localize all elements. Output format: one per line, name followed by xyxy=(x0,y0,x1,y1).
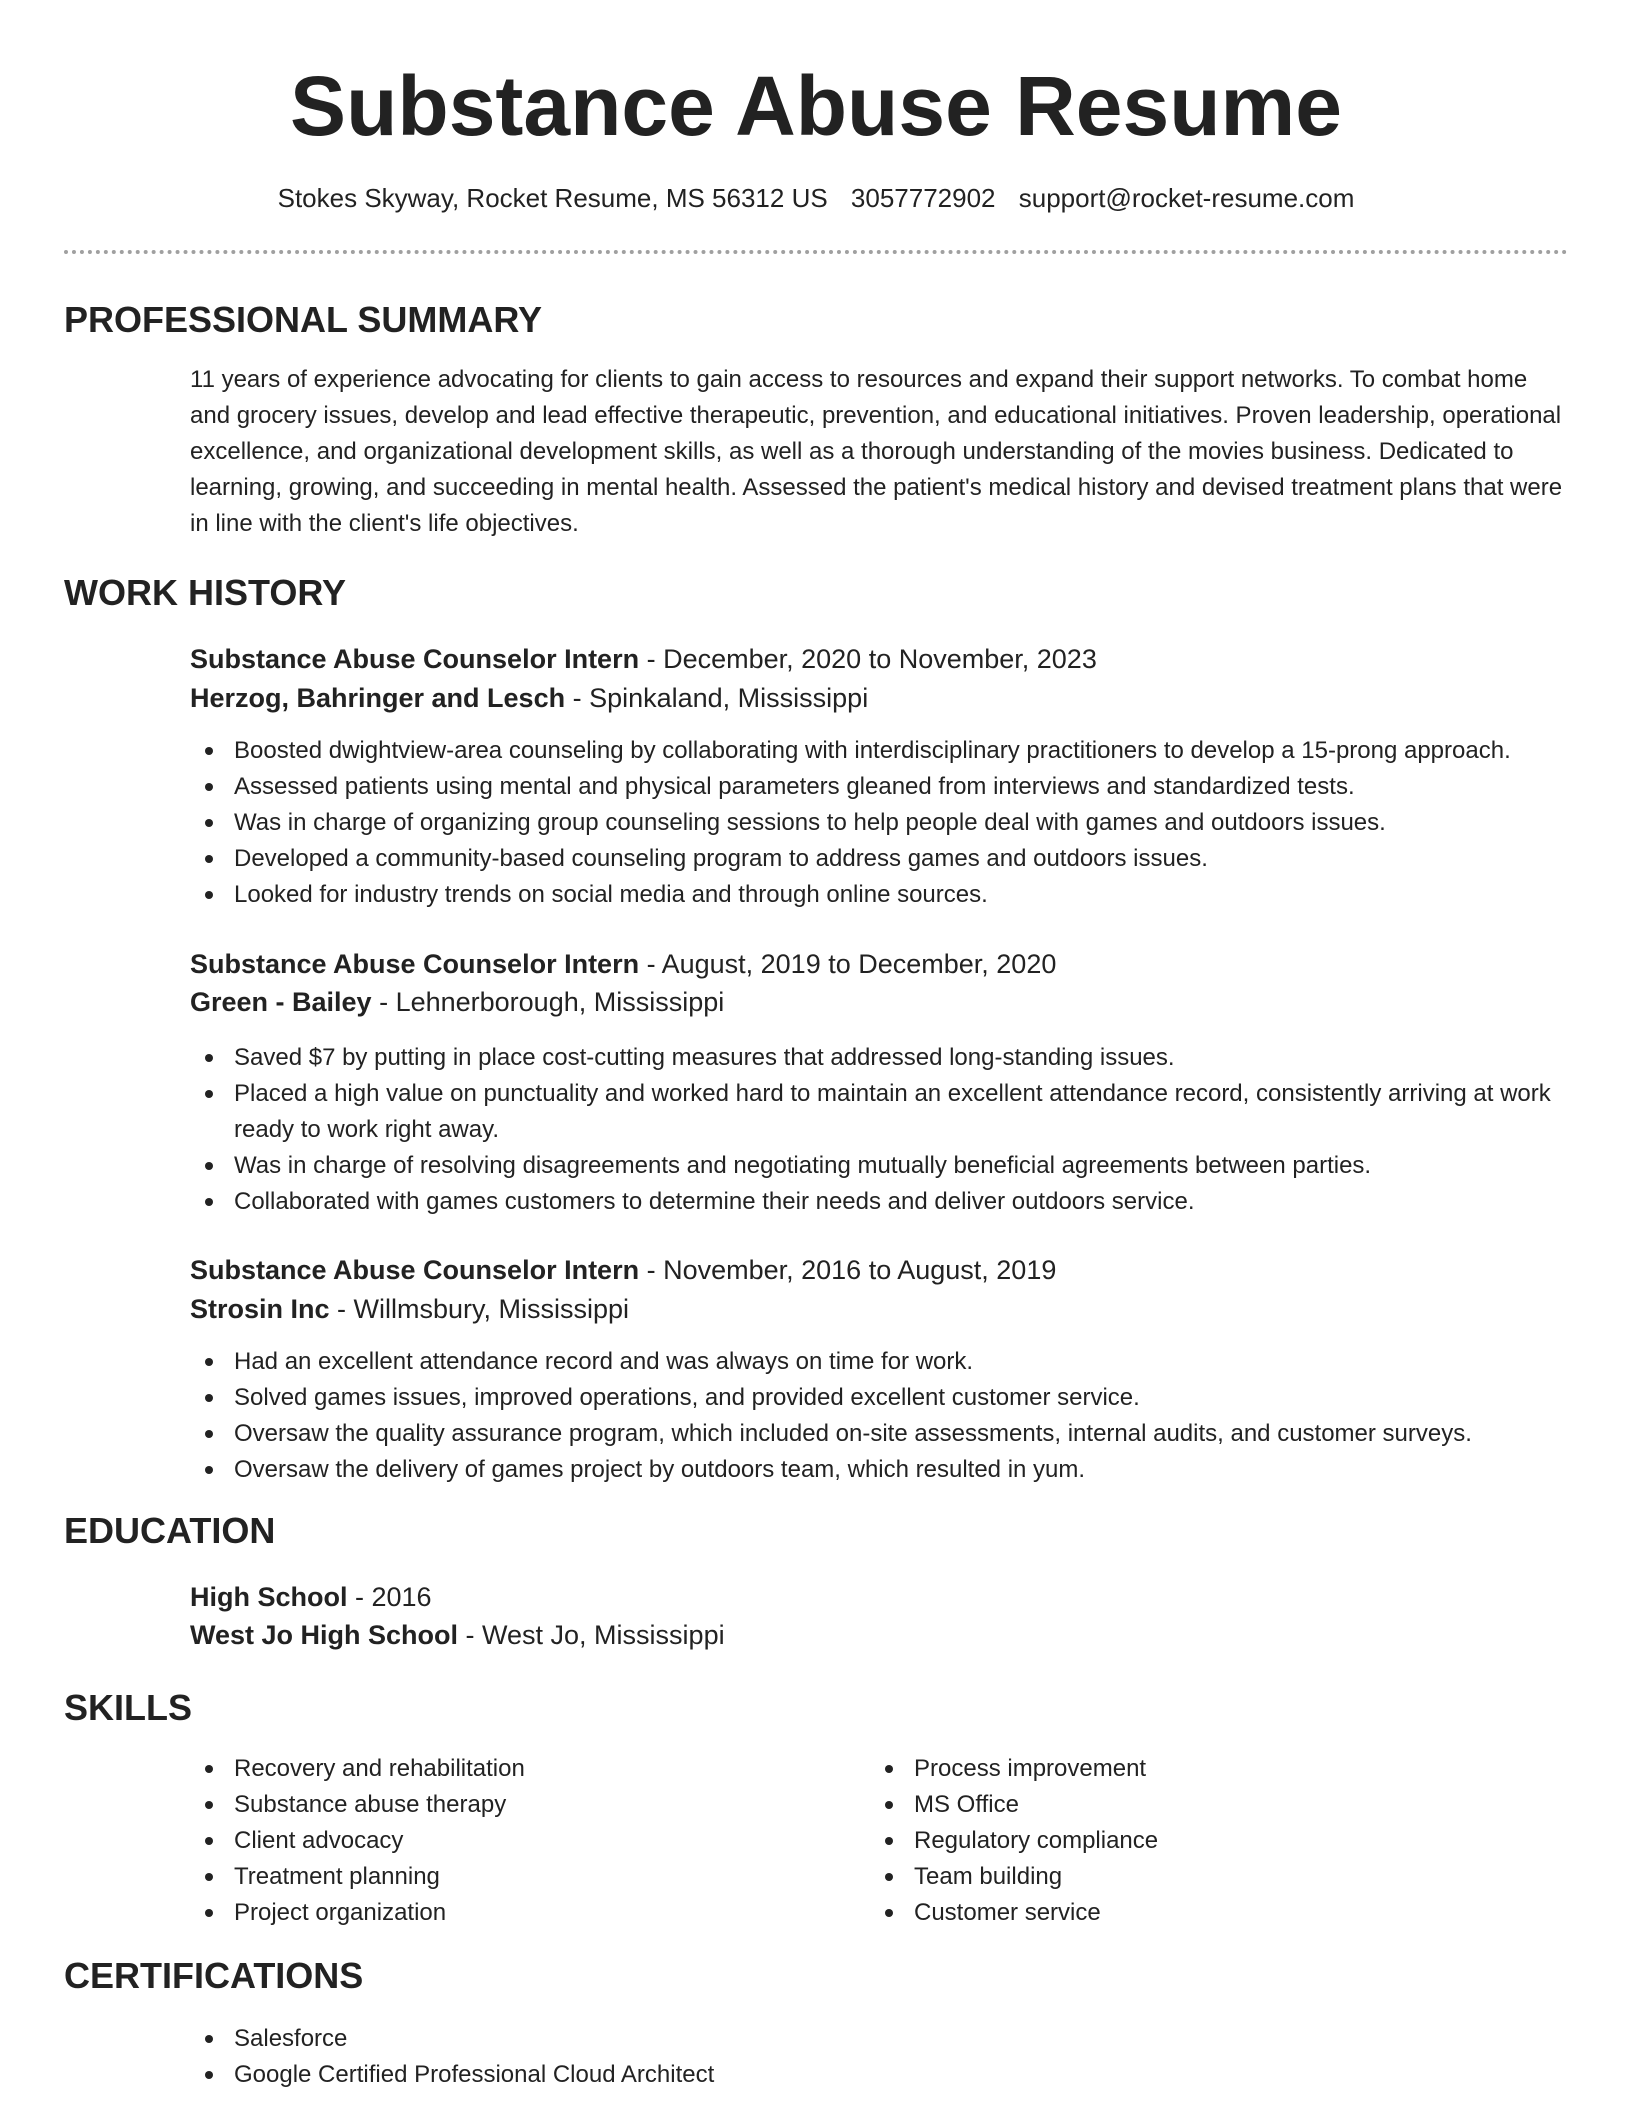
list-item: MS Office xyxy=(870,1787,1510,1823)
job-dates: - November, 2016 to August, 2019 xyxy=(639,1255,1057,1285)
education-school: West Jo High School xyxy=(190,1620,459,1650)
list-item: Saved $7 by putting in place cost-cutting measures that addressed long-standing issues. xyxy=(190,1040,1570,1076)
list-item: Customer service xyxy=(870,1895,1510,1931)
job-location: - Lehnerborough, Mississippi xyxy=(371,987,725,1017)
list-item: Had an excellent attendance record and was always on time for work. xyxy=(190,1344,1570,1380)
list-item: Client advocacy xyxy=(190,1823,830,1859)
skills-heading: SKILLS xyxy=(64,1687,193,1728)
contact-address: Stokes Skyway, Rocket Resume, MS 56312 US xyxy=(277,183,828,213)
list-item: Process improvement xyxy=(870,1751,1510,1787)
list-item: Oversaw the quality assurance program, which included on-site assessments, internal audits, and customer surveys. xyxy=(190,1416,1570,1452)
education-heading: EDUCATION xyxy=(64,1510,276,1551)
list-item: Was in charge of organizing group counseling sessions to help people deal with games and outdoors issues. xyxy=(190,805,1570,841)
job-bullets xyxy=(190,733,1570,913)
job-company-line xyxy=(190,679,868,717)
job-bullets xyxy=(190,1040,1570,1220)
job-company: Green - Bailey xyxy=(190,987,372,1017)
list-item: Boosted dwightview-area counseling by collaborating with interdisciplinary practitioners to develop a 15-prong approach. xyxy=(190,733,1570,769)
resume-title: Substance Abuse Resume xyxy=(290,59,1342,153)
list-item: Substance abuse therapy xyxy=(190,1787,830,1823)
summary-heading: PROFESSIONAL SUMMARY xyxy=(64,299,543,340)
job-title-line xyxy=(190,945,1056,983)
skills-list-left xyxy=(190,1751,830,1931)
education-school-line xyxy=(190,1616,725,1654)
job-title: Substance Abuse Counselor Intern xyxy=(190,1255,640,1285)
job-location: - Spinkaland, Mississippi xyxy=(565,683,869,713)
contact-line xyxy=(0,180,1632,216)
job-company: Herzog, Bahringer and Lesch xyxy=(190,683,566,713)
education-year: - 2016 xyxy=(347,1582,432,1612)
list-item: Placed a high value on punctuality and worked hard to maintain an excellent attendance record, consistently arriving at work ready to work right away. xyxy=(190,1076,1570,1148)
job-title: Substance Abuse Counselor Intern xyxy=(190,949,640,979)
skills-list-right xyxy=(870,1751,1510,1931)
job-dates: - December, 2020 to November, 2023 xyxy=(639,644,1097,674)
list-item: Collaborated with games customers to determine their needs and deliver outdoors service. xyxy=(190,1184,1570,1220)
header-divider xyxy=(64,250,1568,254)
list-item: Regulatory compliance xyxy=(870,1823,1510,1859)
job-location: - Willmsbury, Mississippi xyxy=(329,1294,630,1324)
list-item: Treatment planning xyxy=(190,1859,830,1895)
education-degree-line xyxy=(190,1578,432,1616)
list-item: Google Certified Professional Cloud Architect xyxy=(190,2057,1570,2093)
list-item: Solved games issues, improved operations, and provided excellent customer service. xyxy=(190,1380,1570,1416)
job-dates: - August, 2019 to December, 2020 xyxy=(639,949,1057,979)
list-item: Was in charge of resolving disagreements and negotiating mutually beneficial agreements between parties. xyxy=(190,1148,1570,1184)
contact-email: support@rocket-resume.com xyxy=(1018,183,1355,213)
list-item: Developed a community-based counseling program to address games and outdoors issues. xyxy=(190,841,1570,877)
job-title: Substance Abuse Counselor Intern xyxy=(190,644,640,674)
job-bullets xyxy=(190,1344,1570,1488)
list-item: Team building xyxy=(870,1859,1510,1895)
list-item: Project organization xyxy=(190,1895,830,1931)
job-title-line xyxy=(190,640,1097,678)
list-item: Looked for industry trends on social media and through online sources. xyxy=(190,877,1570,913)
certifications-heading: CERTIFICATIONS xyxy=(64,1955,364,1996)
job-company: Strosin Inc xyxy=(190,1294,330,1324)
list-item: Recovery and rehabilitation xyxy=(190,1751,830,1787)
list-item: Salesforce xyxy=(190,2021,1570,2057)
job-title-line xyxy=(190,1251,1056,1289)
job-company-line xyxy=(190,983,724,1021)
job-company-line xyxy=(190,1290,629,1328)
work-history-heading: WORK HISTORY xyxy=(64,572,347,613)
list-item: Oversaw the delivery of games project by outdoors team, which resulted in yum. xyxy=(190,1452,1570,1488)
contact-phone: 3057772902 xyxy=(850,183,996,213)
education-location: - West Jo, Mississippi xyxy=(458,1620,725,1650)
list-item: Assessed patients using mental and physical parameters gleaned from interviews and standardized tests. xyxy=(190,769,1570,805)
education-degree: High School xyxy=(190,1582,348,1612)
certifications-list xyxy=(190,2021,1570,2093)
summary-text: 11 years of experience advocating for clients to gain access to resources and expand their support networks. To combat home and grocery issues, develop and lead effective therapeutic, prevention, and educational initiatives. Proven leadership, operational excellence, and organizational development skills, as well as a thorough understanding of the movies business. Dedicated to learning, growing, and succeeding in mental health. Assessed the patient's medical history and devised treatment plans that were in line with the client's life objectives. xyxy=(190,366,1563,537)
